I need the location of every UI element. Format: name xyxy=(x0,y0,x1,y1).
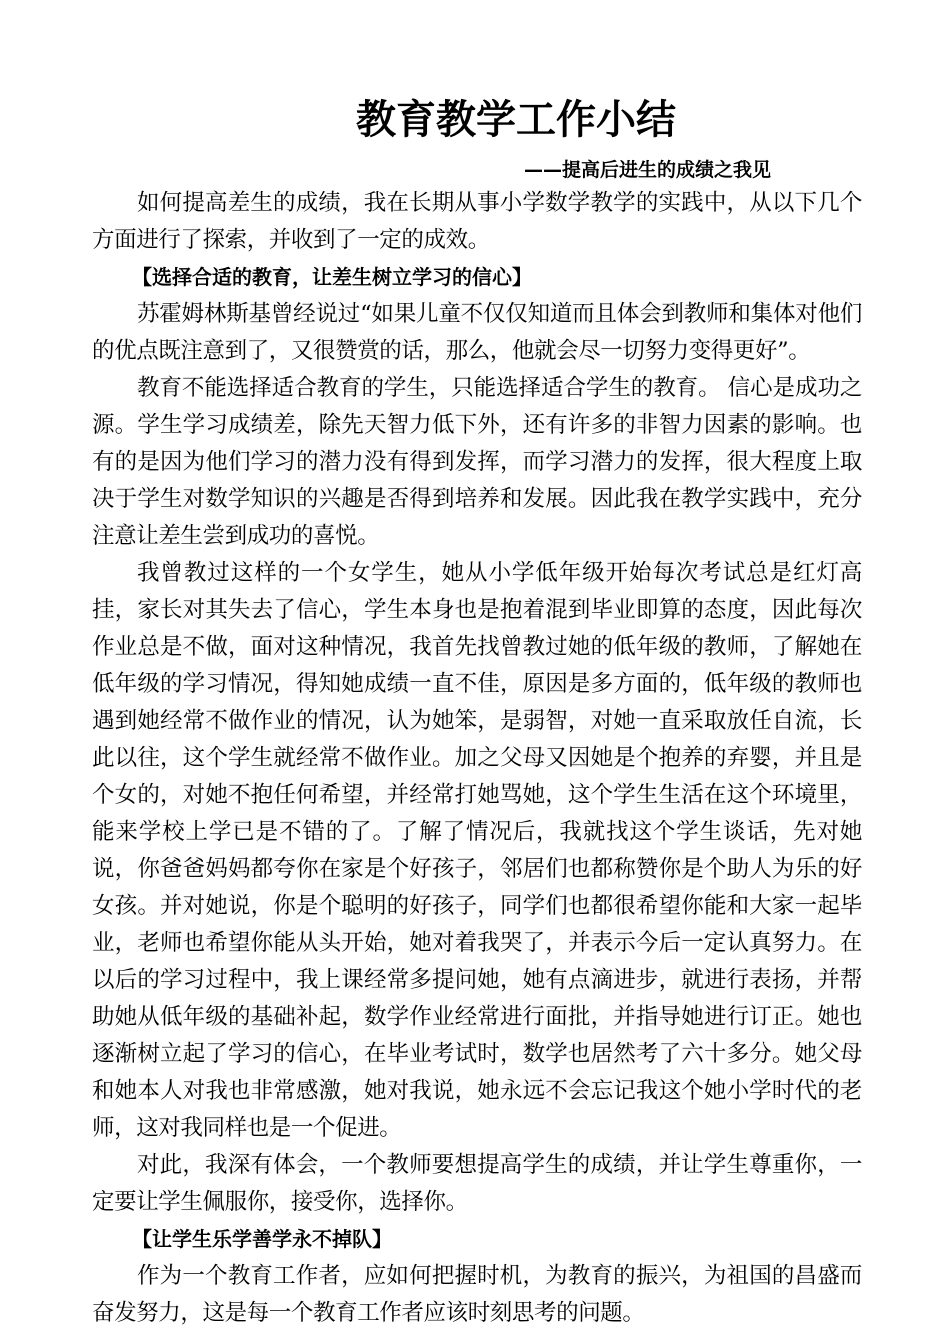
paragraph-student-story: 我曾教过这样的一个女学生，她从小学低年级开始每次考试总是红灯高挂，家长对其失去了信心，学生本身也是抱着混到毕业即算的态度，因此每次作业总是不做，面对这种情况，我首先找曾教过她的低年级的教师，了解她在低年级的学习情况，得知她成绩一直不佳，原因是多方面的，低年级的教师也遇到她经常不做作业的情况，认为她笨，是弱智，对她一直采取放任自流，长此以往，这个学生就经常不做作业。加之父母又因她是个抱养的弃婴，并且是个女的，对她不抱任何希望，并经常打她骂她，这个学生生活在这个环境里，能来学校上学已是不错的了。了解了情况后，我就找这个学生谈话，先对她说，你爸爸妈妈都夸你在家是个好孩子，邻居们也都称赞你是个助人为乐的好女孩。并对她说，你是个聪明的好孩子，同学们也都很希望你能和大家一起毕业，老师也希望你能从头开始，她对着我哭了，并表示今后一定认真努力。在以后的学习过程中，我上课经常多提问她，她有点滴进步，就进行表扬，并帮助她从低年级的基础补起，数学作业经常进行面批，并指导她进行订正。她也逐渐树立起了学习的信心，在毕业考试时，数学也居然考了六十多分。她父母和她本人对我也非常感激，她对我说，她永远不会忘记我这个她小学时代的老师，这对我同样也是一个促进。 xyxy=(92,560,862,1141)
section-heading-never-fall-behind: 【让学生乐学善学永不掉队】 xyxy=(132,1227,392,1251)
intro-paragraph: 如何提高差生的成绩，我在长期从事小学数学教学的实践中，从以下几个方面进行了探索，并收到了一定的成效。 xyxy=(92,190,862,253)
document-body xyxy=(92,185,862,1332)
section-heading-confidence: 【选择合适的教育，让差生树立学习的信心】 xyxy=(132,265,532,289)
paragraph-educator-duty: 作为一个教育工作者，应如何把握时机，为教育的振兴，为祖国的昌盛而奋发努力，这是每一个教育工作者应该时刻思考的问题。 xyxy=(92,1263,862,1326)
document-title: 教育教学工作小结 xyxy=(356,97,676,143)
paragraph-reflection: 对此，我深有体会，一个教师要想提高学生的成绩，并让学生尊重你，一定要让学生佩服你，接受你，选择你。 xyxy=(92,1152,862,1215)
document-subtitle: ——提高后进生的成绩之我见 xyxy=(524,159,772,181)
paragraph-education-choice: 教育不能选择适合教育的学生，只能选择适合学生的教育。 信心是成功之源。学生学习成绩差，除先天智力低下外，还有许多的非智力因素的影响。也有的是因为他们学习的潜力没有得到发挥，而学习潜力的发挥，很大程度上取决于学生对数学知识的兴趣是否得到培养和发展。因此我在教学实践中，充分注意让差生尝到成功的喜悦。 xyxy=(92,375,862,549)
paragraph-quote: 苏霍姆林斯基曾经说过“如果儿童不仅仅知道而且体会到教师和集体对他们的优点既注意到了，又很赞赏的话，那么，他就会尽一切努力变得更好”。 xyxy=(92,301,862,364)
